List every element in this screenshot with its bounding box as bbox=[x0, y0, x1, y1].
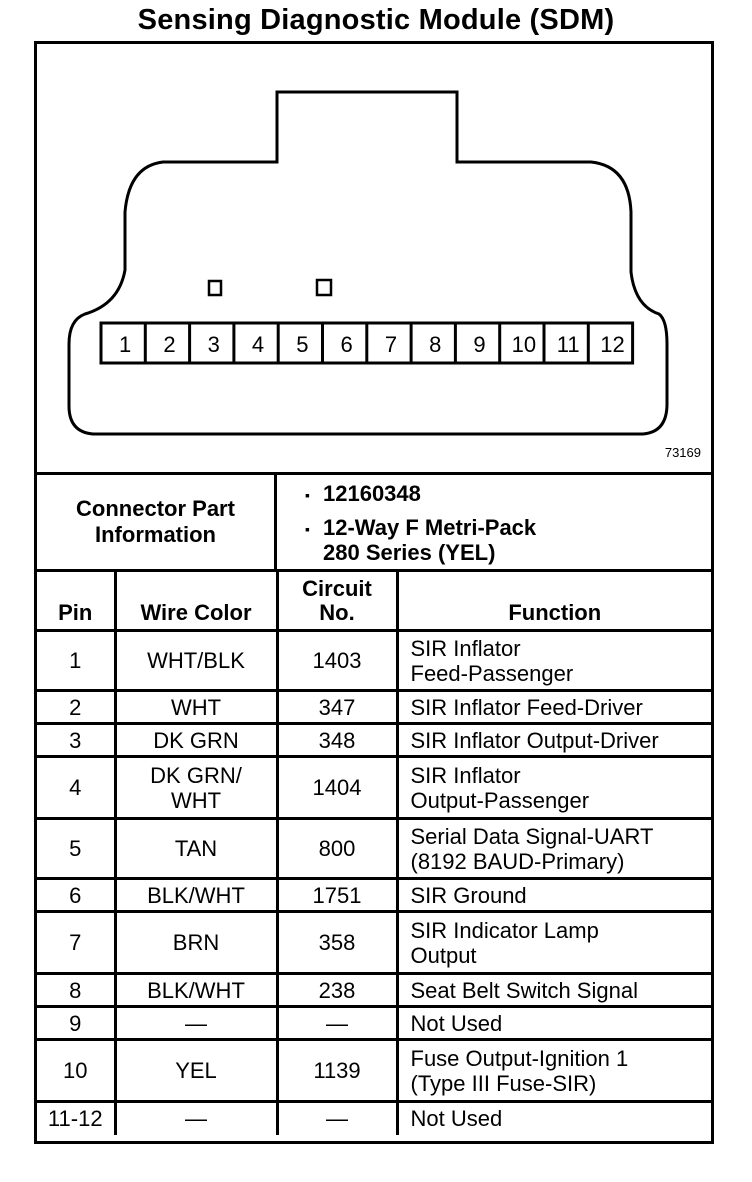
cavity-number-9: 9 bbox=[473, 332, 486, 357]
page-title: Sensing Diagnostic Module (SDM) bbox=[137, 4, 615, 36]
circuit-cell-text: 800 bbox=[318, 836, 356, 861]
wire-color-cell-text: BLK/WHT bbox=[147, 882, 245, 908]
wire-color-cell bbox=[115, 691, 277, 724]
pin-cell bbox=[37, 974, 115, 1007]
wire-color-cell bbox=[115, 912, 277, 974]
wire-color-cell-text: — bbox=[185, 1106, 207, 1132]
part-number: 12160348 bbox=[323, 481, 421, 506]
wire-color-cell bbox=[115, 724, 277, 757]
wire-color-cell-text: YEL bbox=[175, 1058, 217, 1083]
pin-cell-text: 6 bbox=[69, 882, 82, 908]
pinout-rows bbox=[37, 631, 711, 1135]
connector-label-line1: Connector Part bbox=[76, 496, 235, 521]
header-circuit-line1: Circuit bbox=[302, 576, 372, 601]
circuit-cell-text: 1403 bbox=[312, 648, 362, 673]
function-text: (Type III Fuse-SIR) bbox=[410, 1070, 597, 1096]
wire-color-cell-text: WHT bbox=[170, 787, 222, 813]
pin-cell bbox=[37, 879, 115, 912]
function-text: (8192 BAUD-Primary) bbox=[410, 848, 625, 874]
function-text: Output bbox=[410, 942, 477, 968]
function-text: Not Used bbox=[410, 1010, 503, 1036]
connector-label-line2: Information bbox=[95, 522, 216, 547]
function-cell bbox=[397, 724, 711, 757]
wire-color-cell bbox=[115, 819, 277, 879]
cavity-number-1: 1 bbox=[119, 332, 132, 357]
circuit-cell bbox=[277, 691, 397, 724]
wire-color-cell-text: DK GRN bbox=[153, 727, 239, 753]
cavity-number-2: 2 bbox=[163, 332, 176, 357]
cavity-number-6: 6 bbox=[340, 332, 353, 357]
connector-part-label bbox=[37, 475, 277, 569]
wire-color-cell-text: BRN bbox=[172, 930, 220, 955]
circuit-cell-text: 348 bbox=[318, 727, 356, 753]
circuit-cell-text: — bbox=[326, 1106, 348, 1132]
table-row bbox=[37, 819, 711, 879]
pin-cell-text: 3 bbox=[69, 727, 82, 753]
sdm-frame bbox=[34, 41, 714, 1144]
table-row bbox=[37, 631, 711, 691]
circuit-cell bbox=[277, 879, 397, 912]
circuit-cell-text: 358 bbox=[318, 930, 356, 955]
wire-color-cell-text: BLK/WHT bbox=[147, 977, 245, 1003]
function-cell bbox=[397, 879, 711, 912]
connector-type: 12-Way F Metri-Pack bbox=[323, 515, 537, 540]
cavity-number-5: 5 bbox=[296, 332, 309, 357]
function-cell bbox=[397, 691, 711, 724]
cavity-number-11: 11 bbox=[556, 332, 580, 357]
table-row bbox=[37, 879, 711, 912]
circuit-cell bbox=[277, 974, 397, 1007]
connector-part-info-row bbox=[37, 472, 711, 569]
pin-cell bbox=[37, 691, 115, 724]
pin-cell-text: 5 bbox=[69, 836, 82, 861]
bullet-icon: ▪ bbox=[305, 521, 310, 537]
cavity-number-12: 12 bbox=[600, 332, 625, 357]
table-row bbox=[37, 757, 711, 819]
pinout-table bbox=[37, 569, 711, 1135]
table-row bbox=[37, 912, 711, 974]
wire-color-cell bbox=[115, 1102, 277, 1135]
header-wire-color: Wire Color bbox=[115, 571, 277, 631]
pin-cell-text: 7 bbox=[69, 930, 82, 955]
function-text: SIR Inflator Output-Driver bbox=[410, 727, 659, 753]
table-row bbox=[37, 1040, 711, 1102]
pin-cell bbox=[37, 1007, 115, 1040]
wire-color-cell bbox=[115, 974, 277, 1007]
circuit-cell bbox=[277, 912, 397, 974]
table-row bbox=[37, 974, 711, 1007]
function-cell bbox=[397, 974, 711, 1007]
table-row bbox=[37, 1102, 711, 1135]
pin-cell bbox=[37, 724, 115, 757]
function-text: SIR Ground bbox=[410, 882, 527, 908]
table-header-row bbox=[37, 571, 711, 631]
wire-color-cell bbox=[115, 631, 277, 691]
circuit-cell bbox=[277, 1040, 397, 1102]
header-circuit bbox=[277, 571, 397, 631]
connector-face-drawing bbox=[37, 44, 711, 472]
keyway-square-right bbox=[317, 280, 331, 295]
table-row bbox=[37, 724, 711, 757]
header-circuit-line2: No. bbox=[319, 600, 355, 625]
connector-outline bbox=[69, 92, 667, 434]
wire-color-cell-text: TAN bbox=[174, 836, 218, 861]
pin-cell bbox=[37, 912, 115, 974]
table-row bbox=[37, 1007, 711, 1040]
function-text: SIR Inflator bbox=[410, 762, 521, 788]
pin-cell-text: 2 bbox=[69, 694, 82, 720]
pin-cell-text: 10 bbox=[63, 1058, 88, 1083]
circuit-cell-text: — bbox=[326, 1010, 348, 1036]
wire-color-cell bbox=[115, 1007, 277, 1040]
function-cell bbox=[397, 757, 711, 819]
circuit-cell-text: 1139 bbox=[313, 1058, 361, 1083]
function-text: Not Used bbox=[410, 1106, 503, 1132]
pin-cell-text: 8 bbox=[69, 977, 82, 1003]
bullet-icon: ▪ bbox=[305, 487, 310, 503]
pin-cell bbox=[37, 1040, 115, 1102]
circuit-cell bbox=[277, 819, 397, 879]
figure-id: 73169 bbox=[664, 445, 701, 460]
function-text: Fuse Output-Ignition 1 bbox=[410, 1045, 629, 1071]
circuit-cell bbox=[277, 1007, 397, 1040]
function-text: Output-Passenger bbox=[410, 787, 590, 813]
wire-color-cell bbox=[115, 879, 277, 912]
pin-cell bbox=[37, 1102, 115, 1135]
circuit-cell bbox=[277, 1102, 397, 1135]
function-text: Serial Data Signal-UART bbox=[410, 823, 654, 849]
cavity-row bbox=[101, 323, 633, 363]
function-cell bbox=[397, 1102, 711, 1135]
function-cell bbox=[397, 912, 711, 974]
cavity-number-3: 3 bbox=[207, 332, 220, 357]
wire-color-cell bbox=[115, 757, 277, 819]
pin-cell bbox=[37, 819, 115, 879]
keyway-square-left bbox=[209, 281, 221, 295]
function-text: SIR Indicator Lamp bbox=[410, 917, 599, 943]
circuit-cell-text: 238 bbox=[318, 977, 356, 1003]
connector-series: 280 Series (YEL) bbox=[323, 540, 496, 565]
circuit-cell-text: 1751 bbox=[312, 882, 362, 908]
function-cell bbox=[397, 819, 711, 879]
pin-cell-text: 9 bbox=[69, 1010, 82, 1036]
circuit-cell-text: 1404 bbox=[312, 775, 362, 800]
pin-cell-text: 1 bbox=[69, 648, 82, 673]
circuit-cell bbox=[277, 757, 397, 819]
wire-color-cell-text: — bbox=[185, 1010, 207, 1036]
wire-color-cell bbox=[115, 1040, 277, 1102]
pin-cell bbox=[37, 757, 115, 819]
cavity-number-8: 8 bbox=[429, 332, 442, 357]
pin-cell-text: 4 bbox=[69, 775, 82, 800]
connector-diagram bbox=[37, 44, 711, 472]
circuit-cell-text: 347 bbox=[318, 694, 356, 720]
function-text: Seat Belt Switch Signal bbox=[410, 977, 638, 1003]
header-pin: Pin bbox=[37, 571, 115, 631]
header-function: Function bbox=[397, 571, 711, 631]
wire-color-cell-text: WHT bbox=[170, 694, 222, 720]
circuit-cell bbox=[277, 631, 397, 691]
function-cell bbox=[397, 1040, 711, 1102]
circuit-cell bbox=[277, 724, 397, 757]
function-cell bbox=[397, 1007, 711, 1040]
wire-color-cell-text: WHT/BLK bbox=[147, 648, 245, 673]
cavity-number-7: 7 bbox=[384, 332, 398, 357]
function-text: SIR Inflator bbox=[410, 635, 521, 661]
table-row bbox=[37, 691, 711, 724]
function-text: SIR Inflator Feed-Driver bbox=[410, 694, 643, 720]
connector-part-info bbox=[277, 475, 711, 569]
cavity-number-10: 10 bbox=[511, 332, 537, 357]
function-text: Feed-Passenger bbox=[410, 660, 574, 686]
function-cell bbox=[397, 631, 711, 691]
pin-cell-text: 11-12 bbox=[47, 1106, 103, 1132]
wire-color-cell-text: DK GRN/ bbox=[150, 762, 242, 788]
pin-cell bbox=[37, 631, 115, 691]
cavity-number-4: 4 bbox=[251, 332, 265, 357]
